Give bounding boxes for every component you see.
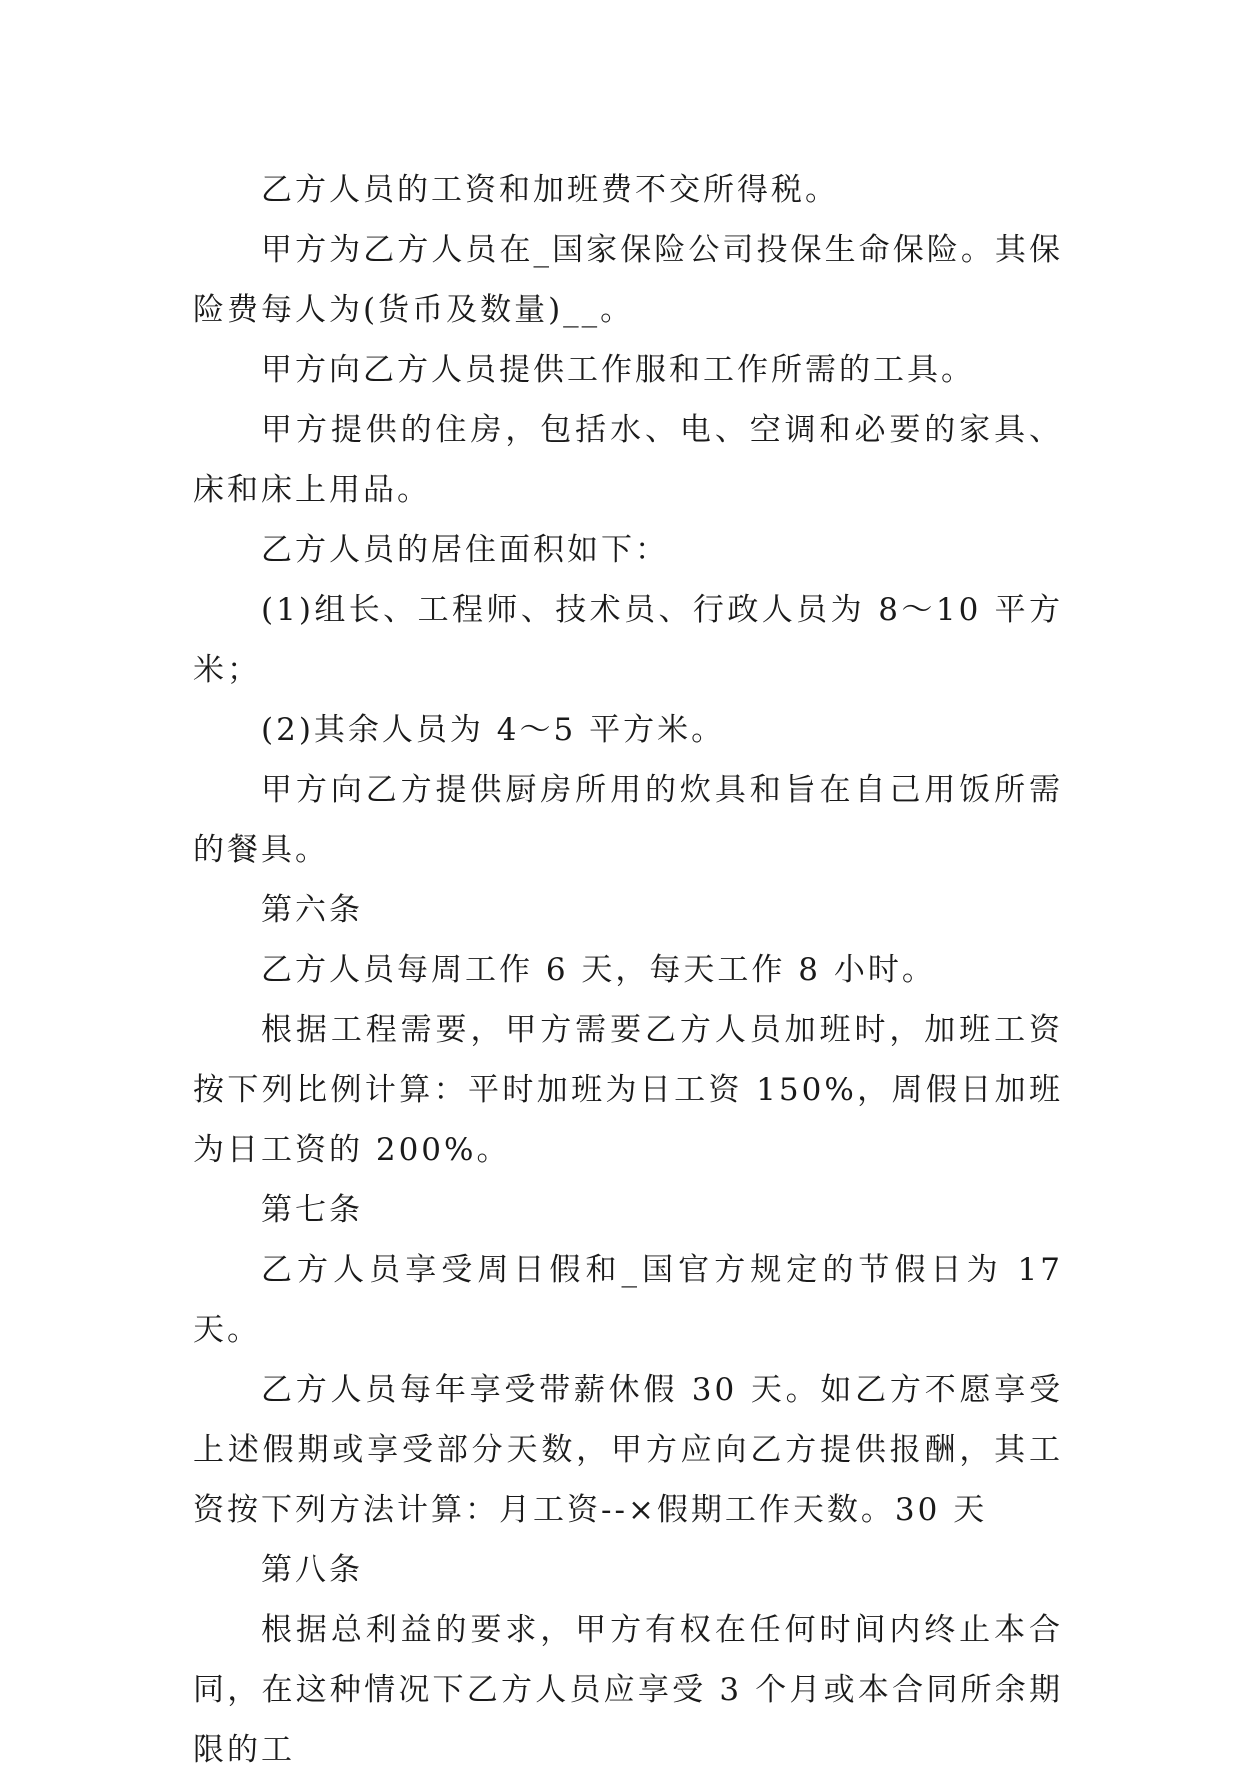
paragraph-living-area-item-1: (1)组长、工程师、技术员、行政人员为 8～10 平方米； — [193, 592, 1063, 688]
paragraph-living-area: 乙方人员的居住面积如下： — [261, 532, 669, 568]
paragraph-housing: 甲方提供的住房，包括水、电、空调和必要的家具、床和床上用品。 — [193, 412, 1063, 508]
paragraph-insurance: 甲方为乙方人员在_国家保险公司投保生命保险。其保险费每人为(货币及数量)__。 — [193, 232, 1063, 328]
paragraph-overtime: 根据工程需要，甲方需要乙方人员加班时，加班工资按下列比例计算：平时加班为日工资 150%，周假日加班为日工资的 200%。 — [193, 1012, 1063, 1168]
paragraph-paid-leave: 乙方人员每年享受带薪休假 30 天。如乙方不愿享受上述假期或享受部分天数，甲方应向乙方提供报酬，其工资按下列方法计算：月工资--×假期工作天数。30 天 — [193, 1372, 1063, 1528]
paragraph-holidays: 乙方人员享受周日假和_国官方规定的节假日为 17 天。 — [193, 1252, 1063, 1348]
paragraph-work-hours: 乙方人员每周工作 6 天，每天工作 8 小时。 — [261, 952, 936, 988]
paragraph-termination: 根据总利益的要求，甲方有权在任何时间内终止本合同，在这种情况下乙方人员应享受 3 个月或本合同所余期限的工 — [193, 1612, 1063, 1768]
document-body — [193, 160, 1063, 1780]
article-7-heading: 第七条 — [261, 1192, 363, 1228]
paragraph-kitchen: 甲方向乙方提供厨房所用的炊具和旨在自己用饭所需的餐具。 — [193, 772, 1063, 868]
paragraph-living-area-item-2: (2)其余人员为 4～5 平方米。 — [261, 712, 726, 748]
article-8-heading: 第八条 — [261, 1552, 363, 1588]
paragraph-tax: 乙方人员的工资和加班费不交所得税。 — [261, 172, 839, 208]
article-6-heading: 第六条 — [261, 892, 363, 928]
paragraph-workwear: 甲方向乙方人员提供工作服和工作所需的工具。 — [261, 352, 975, 388]
